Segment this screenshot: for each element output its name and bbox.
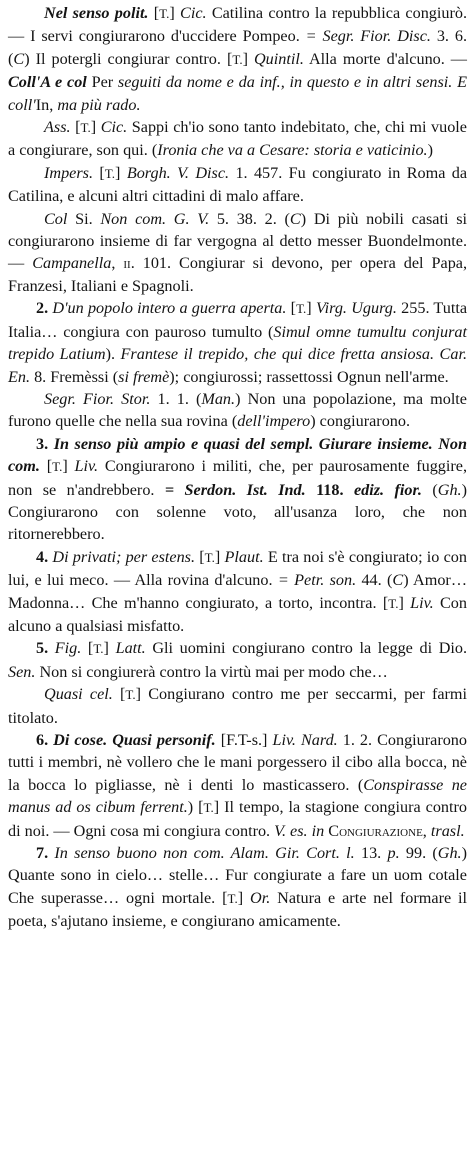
text-run: ] bbox=[115, 163, 127, 182]
text-run: ] bbox=[306, 299, 316, 318]
text-run: ma più rado. bbox=[57, 95, 141, 114]
text-run: T. bbox=[232, 51, 243, 67]
text-run: Ironia che va a Cesare: storia e vaticinio. bbox=[157, 141, 428, 160]
text-run: Plaut. bbox=[224, 547, 264, 566]
text-run: 7. bbox=[36, 844, 55, 863]
entry-paragraph bbox=[8, 116, 467, 162]
text-run: p. bbox=[387, 844, 400, 863]
text-run: 1. 457. Fu congiurato in Roma da Catilina, e alcuni altri cittadini di malo affare. bbox=[8, 163, 468, 206]
text-run: Virg. Ugurg. bbox=[315, 299, 397, 318]
text-run: ] bbox=[90, 118, 101, 137]
text-run: Col bbox=[44, 209, 68, 228]
text-run: , bbox=[111, 254, 124, 273]
text-run: ii. bbox=[123, 254, 135, 273]
text-run: Cic. bbox=[100, 118, 128, 137]
text-run: Sappi ch'io sono tanto indebitato, che, chi mi vuole a congiurare, son qui. ( bbox=[8, 118, 467, 160]
text-run: Segr. Fior. Stor. bbox=[44, 389, 151, 408]
text-run: ] bbox=[169, 4, 181, 22]
text-run: 2. bbox=[36, 299, 53, 318]
text-run: Liv. bbox=[410, 593, 434, 612]
text-run: Gli uomini congiurano contro la legge di Dio. bbox=[145, 639, 468, 658]
text-run: Ass. bbox=[44, 118, 71, 137]
entry-paragraph bbox=[8, 683, 467, 729]
text-run: Di privati; per estens. bbox=[52, 547, 196, 566]
text-run: [ bbox=[81, 639, 94, 658]
text-run: ) [ bbox=[187, 798, 204, 817]
text-run: Or. bbox=[250, 888, 271, 907]
text-run: ] bbox=[214, 547, 225, 566]
text-run: 44. ( bbox=[356, 571, 393, 590]
text-run: ) Non una popolazione, ma molte furono quelle che nella sua rovina ( bbox=[8, 389, 467, 431]
text-run: ] bbox=[237, 888, 250, 907]
text-run: T. bbox=[296, 301, 307, 317]
text-run: Coll'A e col bbox=[8, 73, 87, 92]
text-run: 118. bbox=[305, 480, 354, 499]
text-run: ) bbox=[427, 141, 433, 160]
text-run: T. bbox=[80, 120, 91, 136]
text-run: ] bbox=[242, 49, 254, 68]
numbered-sense-paragraph bbox=[8, 433, 467, 546]
text-run: In senso più ampio e quasi del sempl. Giurare insieme. Non com. bbox=[8, 434, 468, 476]
text-run: ] bbox=[62, 457, 75, 476]
text-run: 3. bbox=[36, 434, 54, 453]
text-run: ) Di più nobili casati si congiurarono insieme di far vergogna al detto messer Buondelmonte. — bbox=[8, 209, 467, 273]
text-run: T. bbox=[227, 890, 238, 906]
text-run: C bbox=[13, 49, 25, 68]
text-run: Congiurarono i militi, che, per paurosamente fuggire, non se n'andrebbero. bbox=[8, 457, 468, 499]
text-run: 5. bbox=[36, 639, 55, 658]
text-run: = Petr. son. bbox=[277, 571, 357, 590]
text-run: dell'impero bbox=[237, 412, 311, 431]
text-run: Non si congiurerà contro la virtù mai per modo che… bbox=[35, 662, 388, 681]
text-run: ] bbox=[103, 639, 116, 658]
text-run: T. bbox=[104, 165, 116, 181]
text-run: Natura e arte nel formare il poeta, s'ajutano insieme, e congiurano amicamente. bbox=[8, 888, 468, 931]
numbered-sense-paragraph bbox=[8, 729, 467, 842]
text-run: ] bbox=[398, 593, 411, 612]
text-run: ] Congiurano contro me per seccarmi, per farmi titolato. bbox=[8, 685, 467, 727]
text-run: Campanella bbox=[32, 254, 112, 273]
text-run: Sen. bbox=[8, 662, 36, 681]
text-run: Catilina contro la repubblica congiurò. — I servi congiurarono d'uccidere Pompeo. bbox=[8, 4, 468, 46]
text-run: Gh. bbox=[437, 480, 462, 499]
text-run: [ bbox=[93, 163, 105, 182]
numbered-sense-paragraph bbox=[8, 842, 467, 933]
text-run: 13. bbox=[354, 844, 388, 863]
text-run: [ bbox=[70, 118, 81, 137]
numbered-sense-paragraph bbox=[8, 546, 467, 638]
text-run: D'un popolo intero a guerra aperta. bbox=[52, 299, 287, 318]
text-run: [ bbox=[195, 547, 205, 566]
text-run: 4. bbox=[36, 547, 53, 566]
text-run: Gh. bbox=[437, 844, 462, 863]
text-run: T. bbox=[159, 6, 170, 21]
text-run: ) Il potergli congiurar contro. [ bbox=[24, 49, 233, 68]
entry-paragraph bbox=[8, 208, 467, 298]
text-run: Nel senso polit. bbox=[44, 4, 149, 22]
text-run: Quintil. bbox=[253, 49, 304, 68]
text-run: 1. 2. Congiurarono tutti i membri, nè vollero che le mani porgessero il cibo alla bocca, nè la bocca lo pigliasse, nè i denti lo masticassero. ( bbox=[8, 731, 467, 794]
text-run: ] Il tempo, la stagione congiura contro di noi. — Ogni cosa mi congiura contro. bbox=[8, 798, 467, 840]
text-run: 3. 6. ( bbox=[8, 27, 468, 68]
numbered-sense-paragraph bbox=[8, 637, 467, 683]
text-run: Di cose. Quasi personif. bbox=[53, 731, 216, 749]
text-run: [ bbox=[286, 299, 297, 318]
text-run: Impers. bbox=[44, 163, 94, 182]
text-run: 5. 38. 2. ( bbox=[209, 209, 290, 228]
text-run: 101. Congiurar si devono, per opera del Papa, Franzesi, Italiani e Spagnoli. bbox=[8, 254, 468, 295]
text-run: T. bbox=[204, 549, 215, 565]
text-run: trasl. bbox=[430, 821, 465, 840]
text-run: ediz. fior. bbox=[353, 480, 422, 499]
text-run: Cic. bbox=[180, 4, 207, 22]
text-run: Per bbox=[86, 73, 118, 92]
numbered-sense-paragraph bbox=[8, 297, 467, 388]
text-run: T. bbox=[125, 687, 136, 703]
text-run: Non com. G. V. bbox=[100, 209, 210, 228]
text-run: ) Amor… Madonna… Che m'hanno congiurato, a torto, incontra. [ bbox=[8, 571, 468, 612]
text-run: [ bbox=[39, 457, 53, 476]
text-run: V. es. in bbox=[274, 821, 325, 840]
text-run: Borgh. V. Disc. bbox=[126, 163, 230, 182]
text-run: si fremè bbox=[118, 367, 170, 386]
text-run: ); congiurossi; rassettossi Ognun nell'arme. bbox=[169, 367, 449, 386]
text-run: 99. ( bbox=[399, 844, 438, 863]
text-run: C bbox=[289, 209, 301, 228]
text-run: Latt. bbox=[115, 639, 146, 658]
entry-paragraph bbox=[8, 2, 467, 116]
text-run: ). bbox=[105, 345, 121, 364]
text-run: [ bbox=[148, 4, 160, 22]
text-run: ) congiurarono. bbox=[310, 412, 411, 431]
text-run: 255. Tutta Italia… congiura con pauroso tumulto ( bbox=[8, 299, 468, 341]
text-run: In, bbox=[35, 95, 58, 114]
text-run: Alla morte d'alcuno. — bbox=[303, 49, 467, 68]
text-run: Quasi cel. bbox=[44, 685, 113, 704]
text-run: E tra noi s'è congiurato; io con lui, e lui meco. — Alla rovina d'alcuno. bbox=[8, 547, 467, 590]
text-run: ) Quante sono in cielo… stelle… Fur congiurate a fare un uom cotale Che superasse… ogni mortale. [ bbox=[8, 844, 467, 907]
text-run: 8. Fremèssi ( bbox=[30, 367, 119, 386]
text-run: C bbox=[392, 571, 404, 590]
text-run: Simul omne tumultu conjurat trepido Latium bbox=[8, 322, 467, 364]
text-run: Con alcuno a qualsiasi misfatto. bbox=[8, 593, 467, 635]
text-run: T. bbox=[93, 641, 104, 657]
text-run: ( bbox=[421, 480, 438, 499]
text-run: In senso buono non com. Alam. Gir. Cort. l. bbox=[54, 844, 355, 863]
text-run: T. bbox=[203, 800, 214, 816]
text-run: Fig. bbox=[54, 639, 82, 658]
text-run: , bbox=[422, 821, 431, 840]
text-run: seguiti da nome e da inf., in questo e in altri sensi. E coll' bbox=[8, 73, 467, 114]
text-run: 1. 1. ( bbox=[150, 389, 202, 408]
text-run: Congiurazione bbox=[328, 821, 423, 840]
text-run: = Serdon. Ist. Ind. bbox=[164, 480, 306, 499]
text-run: [F.T-s.] bbox=[215, 731, 273, 749]
text-run: Conspirasse ne manus ad os cibum ferrent. bbox=[8, 775, 467, 817]
text-run: Man. bbox=[201, 389, 236, 408]
entry-paragraph bbox=[8, 162, 467, 208]
text-run: ) Congiurarono con solenne voto, all'usanza loro, che non ritornerebbero. bbox=[8, 480, 467, 544]
text-run: Si. bbox=[67, 209, 101, 228]
text-run: [ bbox=[112, 685, 126, 704]
text-run: Frantese il trepido, che qui dice fretta ansiosa. Car. En. bbox=[8, 345, 467, 386]
text-run: Liv. Nard. bbox=[272, 731, 338, 749]
text-run: T. bbox=[52, 459, 63, 475]
text-run: T. bbox=[388, 595, 399, 611]
text-run: 6. bbox=[36, 731, 54, 749]
entry-paragraph bbox=[8, 388, 467, 433]
text-run: Liv. bbox=[74, 457, 99, 476]
text-run: = Segr. Fior. Disc. bbox=[305, 27, 431, 46]
